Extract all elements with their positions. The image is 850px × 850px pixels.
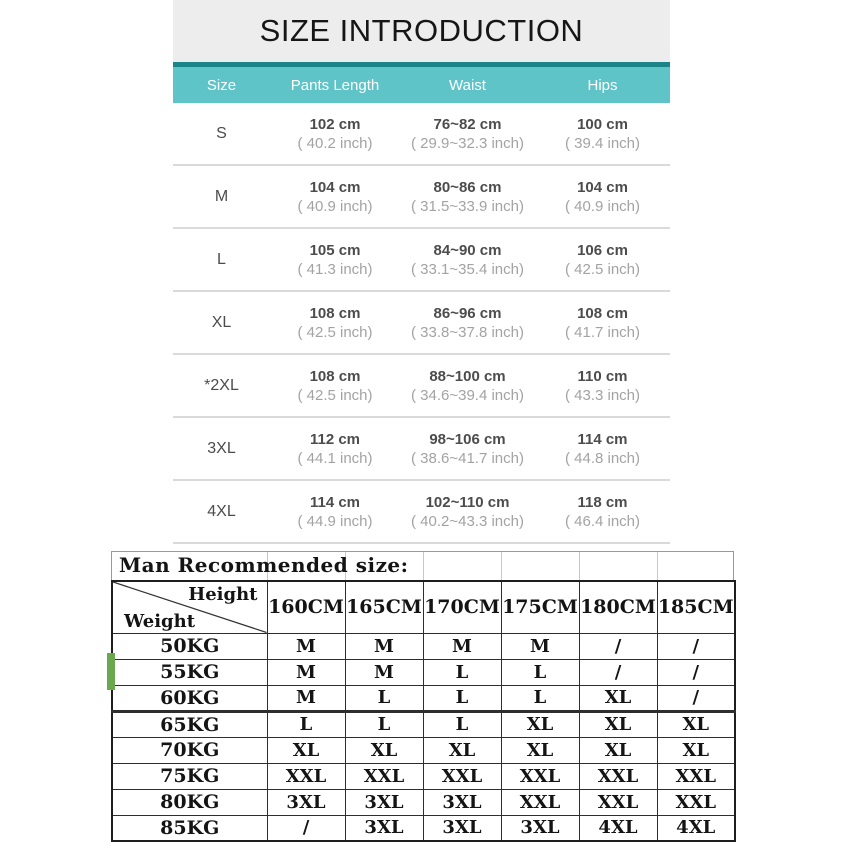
hips-inch: ( 39.4 inch) [564,134,641,152]
hips-cm: 106 cm [577,241,628,259]
pants-cm: 108 cm [309,367,361,385]
size-table-header-row [173,62,670,103]
waist-cell [400,418,535,479]
height-column-header: 160CM [267,581,345,633]
caption-column-divider [501,552,502,580]
height-weight-corner-cell [112,581,267,633]
height-column-header: 185CM [657,581,735,633]
recommended-size-cell: M [501,633,579,659]
size-table-row [173,355,670,418]
caption-column-divider [423,552,424,580]
recommended-size-cell: XXL [501,789,579,815]
waist-inch: ( 38.6~41.7 inch) [411,449,524,467]
recommend-row [112,659,735,685]
size-label: L [217,250,226,268]
pants-inch: ( 40.9 inch) [297,197,373,215]
recommended-size-cell: XXL [267,763,345,789]
recommend-table-caption [111,551,734,580]
size-label: XL [211,313,232,331]
hips-inch: ( 43.3 inch) [564,386,641,404]
recommended-size-cell: / [267,815,345,841]
waist-cm: 102~110 cm [425,493,510,511]
pants-length-cell [270,292,400,353]
recommended-size-cell: L [345,711,423,737]
waist-cell [400,292,535,353]
pants-cm: 112 cm [309,430,361,448]
recommend-row [112,685,735,711]
recommend-row [112,737,735,763]
waist-cell [400,166,535,227]
height-column-header: 180CM [579,581,657,633]
pants-length-cell [270,166,400,227]
hips-cm: 104 cm [577,178,628,196]
recommend-caption-text: Man Recommended size: [119,553,409,577]
recommended-size-cell: M [423,633,501,659]
pants-length-cell [270,418,400,479]
size-label: M [214,187,229,205]
waist-inch: ( 40.2~43.3 inch) [411,512,524,530]
recommended-size-cell: L [345,685,423,711]
weight-row-label: 85KG [112,815,267,841]
weight-row-label: 65KG [112,711,267,737]
recommended-size-cell: L [501,659,579,685]
pants-inch: ( 42.5 inch) [297,323,373,341]
column-header-hips: Hips [587,76,618,94]
waist-cm: 76~82 cm [433,115,502,133]
weight-row-label: 80KG [112,789,267,815]
size-table-row [173,166,670,229]
recommended-size-cell: 3XL [501,815,579,841]
pants-cm: 104 cm [309,178,361,196]
corner-weight-label: Weight [124,610,196,632]
column-header-size: Size [206,76,237,94]
recommended-size-cell: L [423,711,501,737]
hips-cell [535,229,670,290]
size-introduction-section [173,0,670,544]
height-column-header: 175CM [501,581,579,633]
weight-row-label: 55KG [112,659,267,685]
recommended-size-cell: XXL [579,789,657,815]
recommended-size-cell: L [501,685,579,711]
recommended-size-cell: M [345,633,423,659]
waist-inch: ( 31.5~33.9 inch) [411,197,524,215]
pants-inch: ( 42.5 inch) [297,386,373,404]
column-header-waist: Waist [449,76,486,94]
recommended-size-cell: XXL [657,763,735,789]
hips-cm: 108 cm [577,304,628,322]
recommended-size-cell: / [657,685,735,711]
pants-inch: ( 40.2 inch) [297,134,373,152]
pants-length-cell [270,103,400,164]
recommend-row [112,789,735,815]
pants-inch: ( 44.1 inch) [297,449,373,467]
pants-inch: ( 41.3 inch) [297,260,373,278]
height-column-header: 170CM [423,581,501,633]
hips-inch: ( 42.5 inch) [564,260,641,278]
hips-inch: ( 41.7 inch) [564,323,641,341]
recommended-size-cell: 4XL [579,815,657,841]
hips-inch: ( 40.9 inch) [564,197,641,215]
waist-cell [400,481,535,542]
recommend-row [112,633,735,659]
recommended-size-cell: L [267,711,345,737]
recommended-size-cell: XL [501,711,579,737]
size-label: 4XL [207,502,236,520]
recommended-size-cell: 3XL [423,789,501,815]
recommended-size-cell: XXL [345,763,423,789]
hips-cell [535,355,670,416]
pants-inch: ( 44.9 inch) [297,512,373,530]
pants-cm: 105 cm [309,241,361,259]
size-table-row [173,229,670,292]
recommended-size-cell: XL [657,737,735,763]
recommended-size-cell: XL [579,685,657,711]
recommended-size-cell: / [657,633,735,659]
recommended-size-cell: 3XL [267,789,345,815]
recommended-size-cell: M [345,659,423,685]
recommend-row [112,815,735,841]
hips-cm: 110 cm [577,367,628,385]
recommend-grid [111,580,736,842]
size-label: S [216,124,227,142]
hips-cell [535,418,670,479]
recommended-size-cell: M [267,659,345,685]
pants-length-cell [270,481,400,542]
waist-inch: ( 33.1~35.4 inch) [411,260,524,278]
pants-length-cell [270,355,400,416]
hips-cell [535,481,670,542]
hips-cm: 118 cm [577,493,628,511]
recommend-row [112,711,735,737]
pants-length-cell [270,229,400,290]
recommended-size-cell: 3XL [423,815,501,841]
recommended-size-cell: XXL [423,763,501,789]
recommended-size-cell: 4XL [657,815,735,841]
waist-cell [400,355,535,416]
recommended-size-cell: XXL [657,789,735,815]
column-header-pants-length: Pants Length [290,76,380,94]
recommended-size-cell: / [579,659,657,685]
recommended-size-cell: L [423,659,501,685]
recommended-size-cell: XL [657,711,735,737]
pants-cm: 108 cm [309,304,361,322]
caption-column-divider [579,552,580,580]
recommend-table-body [112,633,735,841]
recommended-size-cell: XL [345,737,423,763]
waist-cell [400,229,535,290]
recommended-size-cell: M [267,685,345,711]
recommended-size-cell: M [267,633,345,659]
weight-row-label: 75KG [112,763,267,789]
size-label: *2XL [204,376,239,394]
hips-cm: 100 cm [577,115,628,133]
recommended-size-cell: XL [579,711,657,737]
caption-column-divider [657,552,658,580]
hips-cm: 114 cm [577,430,628,448]
recommended-size-cell: 3XL [345,789,423,815]
height-column-header: 165CM [345,581,423,633]
hips-inch: ( 46.4 inch) [564,512,641,530]
recommended-size-cell: XL [267,737,345,763]
weight-row-label: 70KG [112,737,267,763]
hips-cell [535,292,670,353]
green-marker [107,653,115,690]
size-table-body [173,103,670,544]
hips-cell [535,103,670,164]
waist-inch: ( 29.9~32.3 inch) [411,134,524,152]
waist-cm: 88~100 cm [429,367,506,385]
waist-inch: ( 34.6~39.4 inch) [411,386,524,404]
waist-cm: 80~86 cm [433,178,502,196]
recommended-size-cell: / [579,633,657,659]
recommended-size-cell: XXL [501,763,579,789]
recommended-size-cell: / [657,659,735,685]
size-label: 3XL [207,439,236,457]
corner-height-label: Height [188,584,258,605]
recommended-size-cell: 3XL [345,815,423,841]
recommended-size-cell: XL [579,737,657,763]
waist-cm: 98~106 cm [429,430,506,448]
weight-row-label: 60KG [112,685,267,711]
size-table-row [173,103,670,166]
waist-cm: 86~96 cm [433,304,502,322]
recommended-size-cell: XXL [579,763,657,789]
recommended-size-cell: XL [423,737,501,763]
recommended-size-cell: XL [501,737,579,763]
size-table-row [173,481,670,544]
recommended-size-cell: L [423,685,501,711]
hips-inch: ( 44.8 inch) [564,449,641,467]
waist-cell [400,103,535,164]
recommend-row [112,763,735,789]
size-table-row [173,418,670,481]
recommend-header-row [112,581,735,633]
weight-row-label: 50KG [112,633,267,659]
waist-inch: ( 33.8~37.8 inch) [411,323,524,341]
page-title: SIZE INTRODUCTION [173,0,670,62]
waist-cm: 84~90 cm [433,241,502,259]
pants-cm: 102 cm [309,115,361,133]
pants-cm: 114 cm [309,493,361,511]
size-table-row [173,292,670,355]
hips-cell [535,166,670,227]
recommended-size-section [111,551,734,842]
